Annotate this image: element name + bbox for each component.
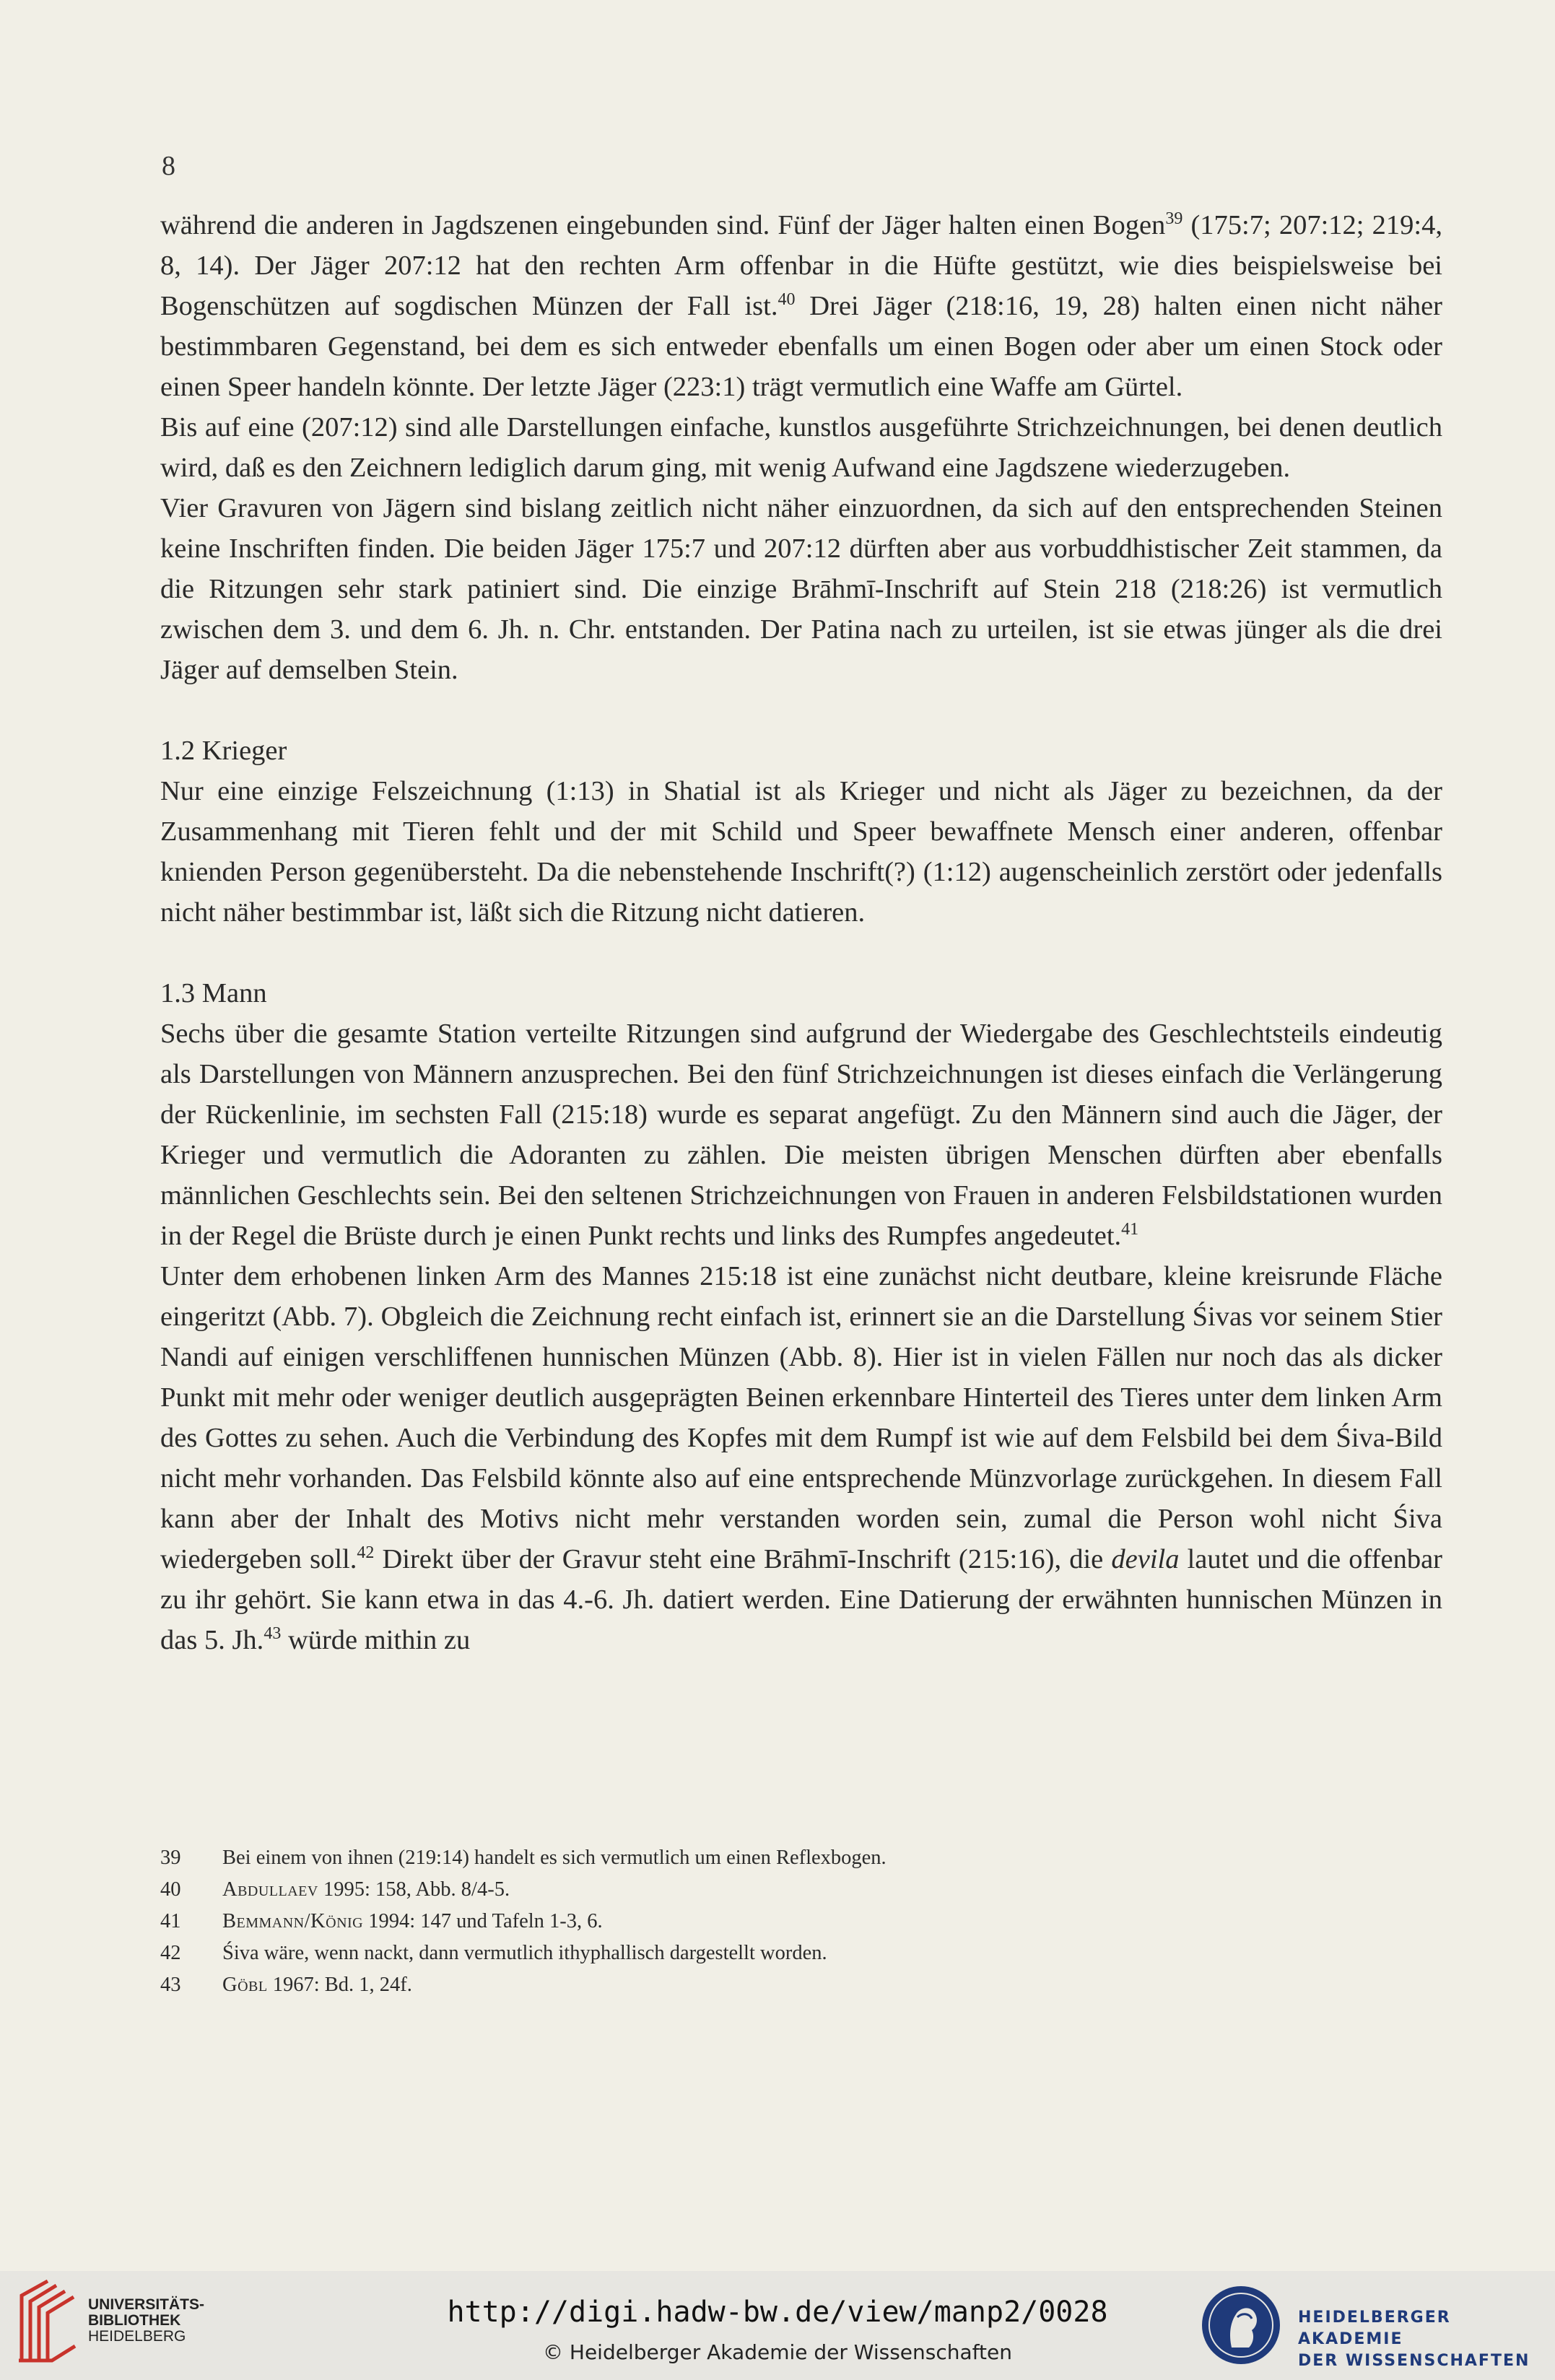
- footnote-author: Abdullaev: [222, 1878, 318, 1901]
- footnotes: [160, 1842, 1442, 2001]
- text-run: Drei Jäger (218:16, 19, 28) halten einen nicht näher bestimmbaren Gegenstand, bei dem es sich entweder ebenfalls um einen Bogen oder aber um einen Stock oder einen Speer handeln könnte. Der letzte Jäger (223:1) trägt vermutlich eine Waffe am Gürtel.: [160, 291, 1443, 402]
- paragraph: [160, 1256, 1442, 1660]
- text-run: Direkt über der Gravur steht eine Brāhmī-Inschrift (215:16), die: [374, 1544, 1112, 1574]
- footnote-number: 42: [160, 1942, 181, 1964]
- footnote-ref[interactable]: 39: [1165, 209, 1183, 229]
- section-heading-mann: 1.3 Mann: [160, 978, 267, 1008]
- academy-seal-icon[interactable]: [1200, 2284, 1282, 2366]
- footnote-number: 43: [160, 1974, 181, 1996]
- academy-name-line: HEIDELBERGER AKADEMIE: [1298, 2309, 1451, 2348]
- page-url-link[interactable]: http://digi.hadw-bw.de/view/manp2/0028: [447, 2296, 1108, 2329]
- footnote-text: 1995: 158, Abb. 8/4-5.: [318, 1878, 510, 1901]
- text-run: Unter dem erhobenen linken Arm des Mannes 215:18 ist eine zunächst nicht deutbare, kleine kreisrunde Fläche eingeritzt (Abb. 7). Obgleich die Zeichnung recht einfach ist, erinnert sie an die Darstellung Śivas vor seinem Stier Nandi auf einigen verschliffenen hunnischen Münzen (Abb. 8). Hier ist in vielen Fällen nur noch das als dicker Punkt mit mehr oder weniger deutlich ausgeprägten Beinen erkennbare Hinterteil des Tieres unter dem linken Arm des Gottes zu sehen. Auch die Verbindung des Kopfes mit dem Rumpf ist wie auf dem Felsbild bei dem Śiva-Bild nicht mehr vorhanden. Das Felsbild könnte also auf eine entsprechende Münzvorlage zurückgehen. In diesem Fall kann aber der Inhalt des Motivs nicht mehr verstanden worden sein, zumal die Person wohl nicht Śiva wiedergeben soll.: [160, 1261, 1442, 1574]
- footnote-text: Śiva wäre, wenn nackt, dann vermutlich ithyphallisch dargestellt worden.: [222, 1942, 827, 1964]
- body-text: [160, 205, 1442, 1660]
- library-name-line: HEIDELBERG: [88, 2328, 186, 2345]
- academy-name-line: DER WISSENSCHAFTEN: [1298, 2352, 1530, 2370]
- footnote: [160, 1969, 1442, 2001]
- footnote-ref[interactable]: 41: [1121, 1220, 1139, 1239]
- footnote: [160, 1906, 1442, 1937]
- footnote-number: 39: [160, 1847, 181, 1869]
- paragraph: [160, 205, 1442, 407]
- viewer-footer: [0, 2271, 1555, 2380]
- page-number: 8: [162, 151, 175, 181]
- footnote: [160, 1937, 1442, 1969]
- text-run: während die anderen in Jagdszenen eingebunden sind. Fünf der Jäger halten einen Bogen: [160, 210, 1166, 240]
- italic-term: devila: [1111, 1544, 1180, 1574]
- library-name-line: UNIVERSITÄTS-: [88, 2296, 205, 2313]
- footnote-ref[interactable]: 43: [263, 1624, 282, 1644]
- footnote-text: 1994: 147 und Tafeln 1-3, 6.: [363, 1910, 603, 1932]
- footnote-author: Bemmann/König: [222, 1910, 364, 1932]
- text-run: Sechs über die gesamte Station verteilte Ritzungen sind aufgrund der Wiedergabe des Geschlechtsteils eindeutig als Darstellungen von Männern anzusprechen. Bei den fünf Strichzeichnungen ist dieses einfach die Verlängerung der Rückenlinie, im sechsten Fall (215:18) wurde es separat angefügt. Zu den Männern sind auch die Jäger, der Krieger und vermutlich die Adoranten zu zählen. Die meisten übrigen Menschen dürften aber ebenfalls männlichen Geschlechts sein. Bei den seltenen Strichzeichnungen von Frauen in anderen Felsbildstationen wurden in der Regel die Brüste durch je einen Punkt rechts und links des Rumpfes angedeutet.: [160, 1019, 1442, 1251]
- academy-name: [1298, 2307, 1555, 2372]
- text-run: lautet und die offenbar zu ihr gehört. Sie kann etwa in das 4.-6. Jh. datiert werden. Eine Datierung der erwähnten hunnischen Münzen in das 5. Jh.: [160, 1544, 1442, 1655]
- text-run: würde mithin zu: [281, 1625, 471, 1655]
- text-run: (175:7; 207:12; 219:4, 8, 14). Der Jäger 207:12 hat den rechten Arm offenbar in die Hüfte gestützt, wie dies beispielsweise bei Bogenschützen auf sogdischen Münzen der Fall ist.: [160, 210, 1442, 321]
- footnote-number: 40: [160, 1878, 181, 1901]
- footnote-number: 41: [160, 1910, 181, 1932]
- paragraph: [160, 1014, 1442, 1256]
- footnote-text: Bei einem von ihnen (219:14) handelt es sich vermutlich um einen Reflexbogen.: [222, 1847, 887, 1869]
- library-name-line: BIBLIOTHEK: [88, 2312, 181, 2329]
- footnote: [160, 1874, 1442, 1906]
- footnote-ref[interactable]: 42: [357, 1543, 375, 1563]
- paragraph: Bis auf eine (207:12) sind alle Darstellungen einfache, kunstlos ausgeführte Strichzeichnungen, bei denen deutlich wird, daß es den Zeichnern lediglich darum ging, mit wenig Aufwand eine Jagdszene wiederzugeben.: [160, 412, 1442, 483]
- copyright-notice: © Heidelberger Akademie der Wissenschaften: [542, 2340, 1012, 2364]
- footnote-author: Göbl: [222, 1974, 268, 1996]
- section-heading-krieger: 1.2 Krieger: [160, 736, 287, 766]
- paragraph: Nur eine einzige Felszeichnung (1:13) in Shatial ist als Krieger und nicht als Jäger zu bezeichnen, da der Zusammenhang mit Tieren fehlt und der mit Schild und Speer bewaffnete Mensch einer anderen, offenbar knienden Person gegenübersteht. Da die nebenstehende Inschrift(?) (1:12) augenscheinlich zerstört oder jedenfalls nicht näher bestimmbar ist, läßt sich die Ritzung nicht datieren.: [160, 776, 1442, 928]
- footnote-ref[interactable]: 40: [778, 290, 796, 310]
- footnote-text: 1967: Bd. 1, 24f.: [267, 1974, 412, 1996]
- footnote: [160, 1842, 1442, 1874]
- paragraph: Vier Gravuren von Jägern sind bislang zeitlich nicht näher einzuordnen, da sich auf den entsprechenden Steinen keine Inschriften finden. Die beiden Jäger 175:7 und 207:12 dürften aber aus vorbuddhistischer Zeit stammen, da die Ritzungen sehr stark patiniert sind. Die einzige Brāhmī-Inschrift auf Stein 218 (218:26) ist vermutlich zwischen dem 3. und dem 6. Jh. n. Chr. entstanden. Der Patina nach zu urteilen, ist sie etwas jünger als die drei Jäger auf demselben Stein.: [160, 493, 1442, 685]
